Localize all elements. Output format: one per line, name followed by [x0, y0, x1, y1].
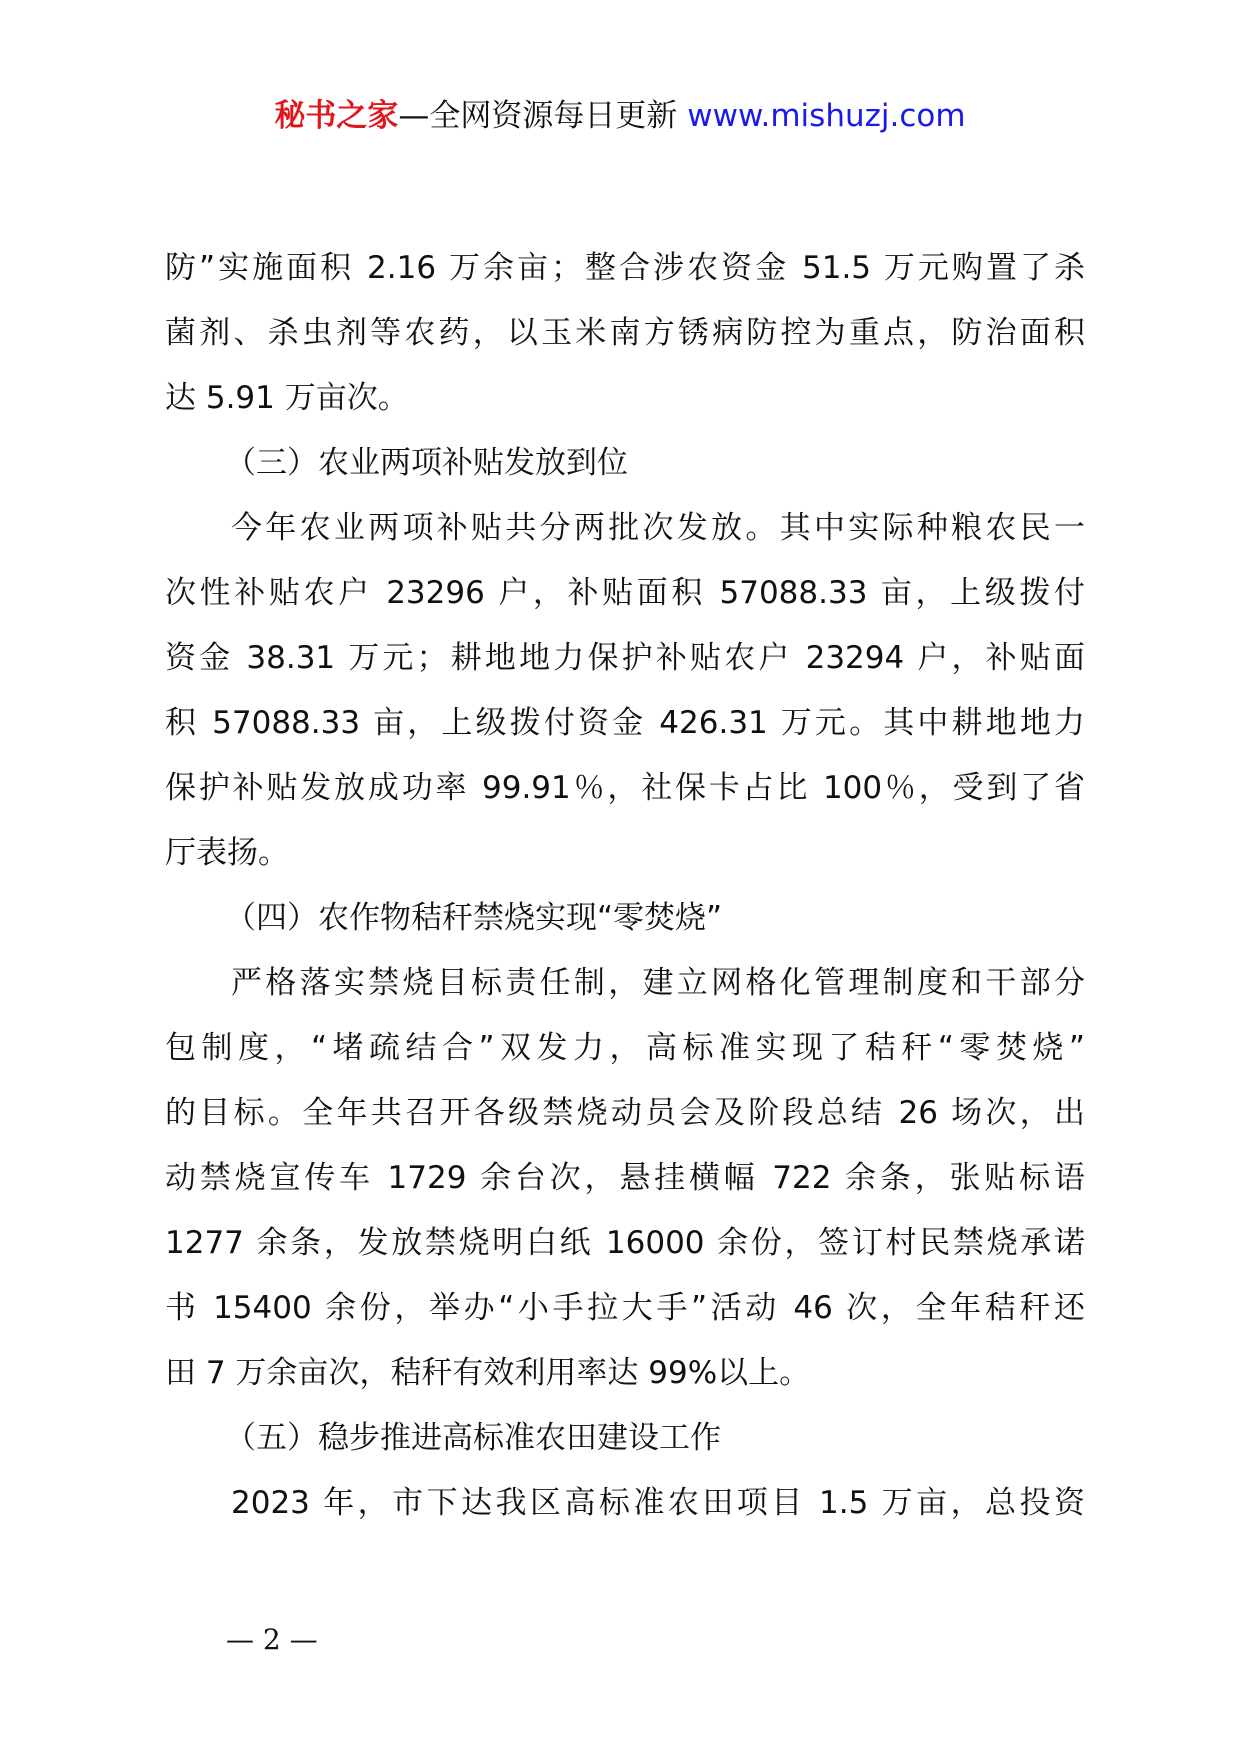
site-url-link[interactable]: www.mishuzj.com [687, 98, 966, 134]
text-line: 的目标。全年共召开各级禁烧动员会及阶段总结 26 场次，出 [165, 1095, 1085, 1131]
text-line: 田 7 万余亩次，秸秆有效利用率达 99%以上。 [165, 1355, 811, 1391]
text-line: 防”实施面积 2.16 万余亩；整合涉农资金 51.5 万元购置了杀 [165, 250, 1085, 286]
text-line: 严格落实禁烧目标责任制，建立网格化管理制度和干部分 [231, 965, 1085, 1001]
section-heading: （四）农作物秸秆禁烧实现“零焚烧” [225, 900, 723, 936]
text-line: 书 15400 余份，举办“小手拉大手”活动 46 次，全年秸秆还 [165, 1290, 1085, 1326]
text-line: 厅表扬。 [165, 835, 289, 871]
text-line: 资金 38.31 万元；耕地地力保护补贴农户 23294 户，补贴面 [165, 640, 1085, 676]
section-heading: （五）稳步推进高标准农田建设工作 [225, 1420, 721, 1456]
text-line: 菌剂、杀虫剂等农药，以玉米南方锈病防控为重点，防治面积 [165, 315, 1085, 351]
document-body [165, 236, 1085, 1536]
header-slogan: —全网资源每日更新 [398, 98, 678, 134]
text-line: 2023 年，市下达我区高标准农田项目 1.5 万亩，总投资 [231, 1485, 1085, 1521]
text-line: 包制度，“堵疏结合”双发力，高标准实现了秸秆“零焚烧” [165, 1030, 1085, 1066]
text-line: 1277 余条，发放禁烧明白纸 16000 余份，签订村民禁烧承诺 [165, 1225, 1085, 1261]
text-line: 积 57088.33 亩，上级拨付资金 426.31 万元。其中耕地地力 [165, 705, 1085, 741]
text-line: 保护补贴发放成功率 99.91％，社保卡占比 100％，受到了省 [165, 770, 1085, 806]
text-line: 达 5.91 万亩次。 [165, 380, 409, 416]
site-header [0, 96, 1240, 136]
section-heading: （三）农业两项补贴发放到位 [225, 445, 628, 481]
brand-name: 秘书之家 [274, 98, 399, 134]
text-line: 今年农业两项补贴共分两批次发放。其中实际种粮农民一 [231, 510, 1085, 546]
text-line: 动禁烧宣传车 1729 余台次，悬挂横幅 722 余条，张贴标语 [165, 1160, 1085, 1196]
text-line: 次性补贴农户 23296 户，补贴面积 57088.33 亩，上级拨付 [165, 575, 1085, 611]
page-number: — 2 — [226, 1623, 318, 1656]
